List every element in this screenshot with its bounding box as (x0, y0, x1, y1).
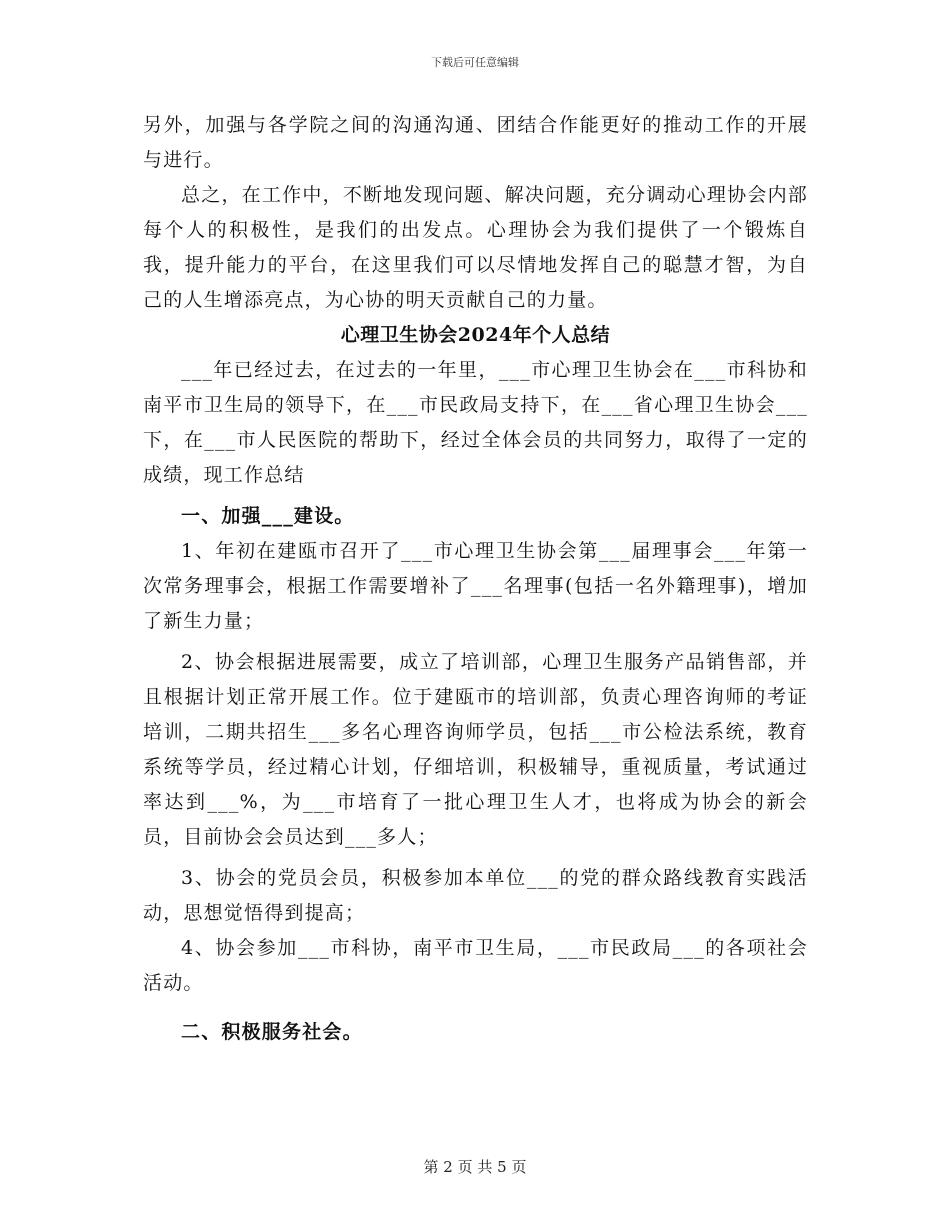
paragraph-continuation: 另外，加强与各学院之间的沟通沟通、团结合作能更好的推动工作的开展与进行。 (143, 114, 808, 171)
document-body (143, 108, 808, 1050)
heading-one: 一、加强___建设。 (181, 505, 355, 527)
paragraph-conclusion: 总之，在工作中，不断地发现问题、解决问题，充分调动心理协会内部每个人的积极性，是我们的出发点。心理协会为我们提供了一个锻炼自我，提升能力的平台，在这里我们可以尽情地发挥自己的聪慧才智，为自己的人生增添亮点，为心协的明天贡献自己的力量。 (143, 184, 808, 311)
page-header-note: 下载后可任意编辑 (431, 56, 519, 69)
heading-two: 二、积极服务社会。 (181, 1021, 363, 1043)
paragraph-intro: ___年已经过去，在过去的一年里，___市心理卫生协会在___市科协和南平市卫生局的领导下，在___市民政局支持下，在___省心理卫生协会___下，在___市人民医院的帮助下，经过全体会员的共同努力，取得了一定的成绩，现工作总结 (143, 359, 808, 486)
paragraph-item-4: 4、协会参加___市科协，南平市卫生局，___市民政局___的各项社会活动。 (143, 937, 808, 994)
paragraph-item-2: 2、协会根据进展需要，成立了培训部，心理卫生服务产品销售部，并且根据计划正常开展工作。位于建瓯市的培训部，负责心理咨询师的考证培训，二期共招生___多名心理咨询师学员，包括___市公检法系统，教育系统等学员，经过精心计划，仔细培训，积极辅导，重视质量，考试通过率达到___%，为___市培育了一批心理卫生人才，也将成为协会的新会员，目前协会会员达到___多人； (143, 651, 808, 848)
section-title: 心理卫生协会2024年个人总结 (340, 324, 611, 346)
paragraph-item-1: 1、年初在建瓯市召开了___市心理卫生协会第___届理事会___年第一次常务理事会，根据工作需要增补了___名理事(包括一名外籍理事)，增加了新生力量； (143, 540, 808, 632)
page-number-footer: 第 2 页 共 5 页 (423, 1158, 527, 1176)
paragraph-item-3: 3、协会的党员会员，积极参加本单位___的党的群众路线教育实践活动，思想觉悟得到提高； (143, 867, 808, 924)
